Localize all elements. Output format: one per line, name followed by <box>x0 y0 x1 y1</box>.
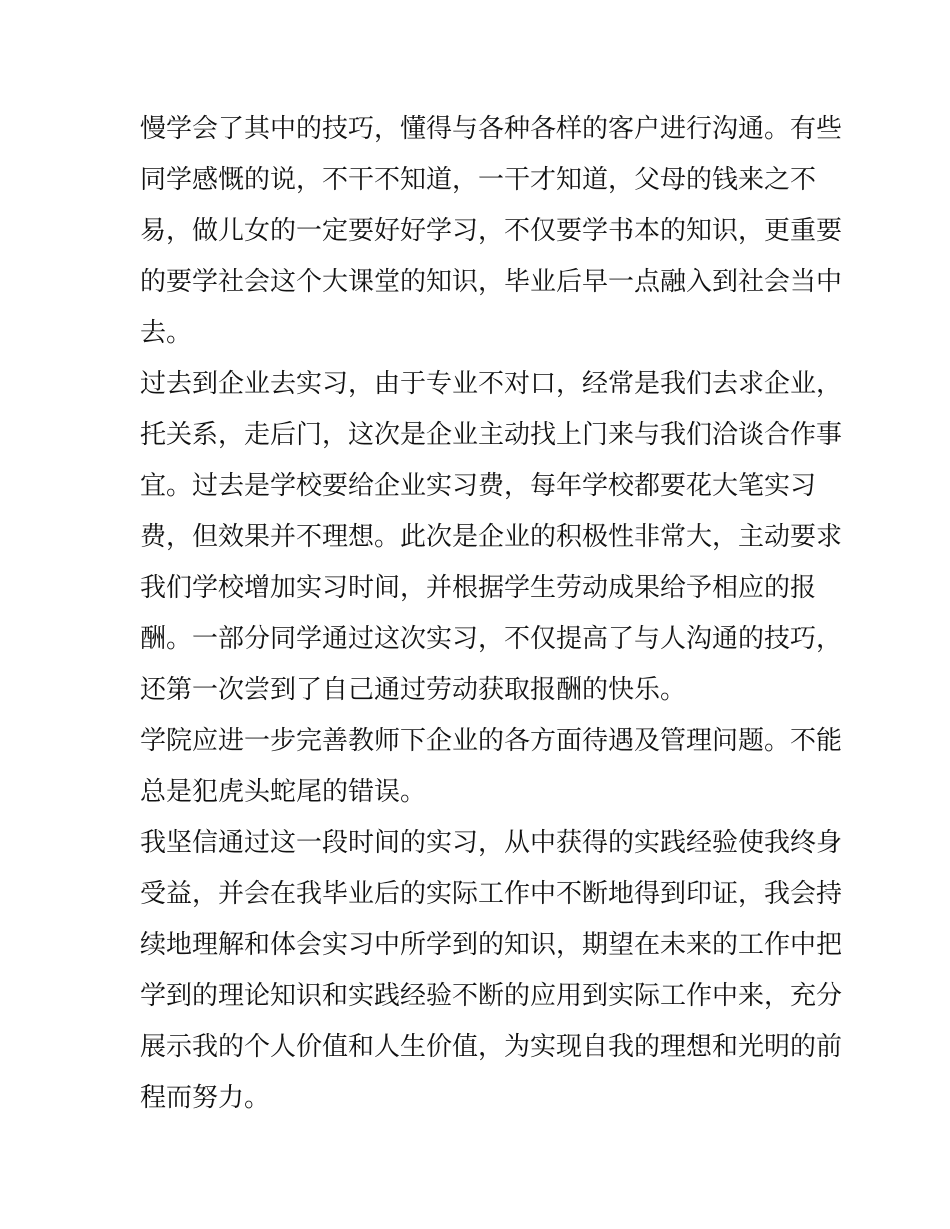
text-line: 酬。一部分同学通过这次实习，不仅提高了与人沟通的技巧， <box>140 624 843 654</box>
text-line: 总是犯虎头蛇尾的错误。 <box>140 777 427 807</box>
text-line: 学院应进一步完善教师下企业的各方面待遇及管理问题。不能 <box>140 726 843 756</box>
text-line: 宜。过去是学校要给企业实习费，每年学校都要花大笔实习 <box>140 471 817 501</box>
text-line: 我坚信通过这一段时间的实习，从中获得的实践经验使我终身 <box>140 828 843 858</box>
text-line: 托关系，走后门，这次是企业主动找上门来与我们洽谈合作事 <box>140 420 843 450</box>
text-line: 费，但效果并不理想。此次是企业的积极性非常大，主动要求 <box>140 522 843 552</box>
text-line: 我们学校增加实习时间，并根据学生劳动成果给予相应的报 <box>140 573 817 603</box>
text-line: 学到的理论知识和实践经验不断的应用到实际工作中来，充分 <box>140 981 843 1011</box>
document-body <box>140 104 843 1124</box>
text-line: 展示我的个人价值和人生价值，为实现自我的理想和光明的前 <box>140 1032 843 1062</box>
text-line: 受益，并会在我毕业后的实际工作中不断地得到印证，我会持 <box>140 879 843 909</box>
text-line: 程而努力。 <box>140 1083 271 1113</box>
text-line: 易，做儿女的一定要好好学习，不仅要学书本的知识，更重要 <box>140 216 843 246</box>
text-line: 去。 <box>140 318 193 348</box>
text-line: 的要学社会这个大课堂的知识，毕业后早一点融入到社会当中 <box>140 267 843 297</box>
text-line: 过去到企业去实习，由于专业不对口，经常是我们去求企业， <box>140 369 843 399</box>
text-line: 慢学会了其中的技巧，懂得与各种各样的客户进行沟通。有些 <box>140 114 843 144</box>
text-line: 续地理解和体会实习中所学到的知识，期望在未来的工作中把 <box>140 930 843 960</box>
text-line: 还第一次尝到了自己通过劳动获取报酬的快乐。 <box>140 675 687 705</box>
text-line: 同学感慨的说，不干不知道，一干才知道，父母的钱来之不 <box>140 165 817 195</box>
